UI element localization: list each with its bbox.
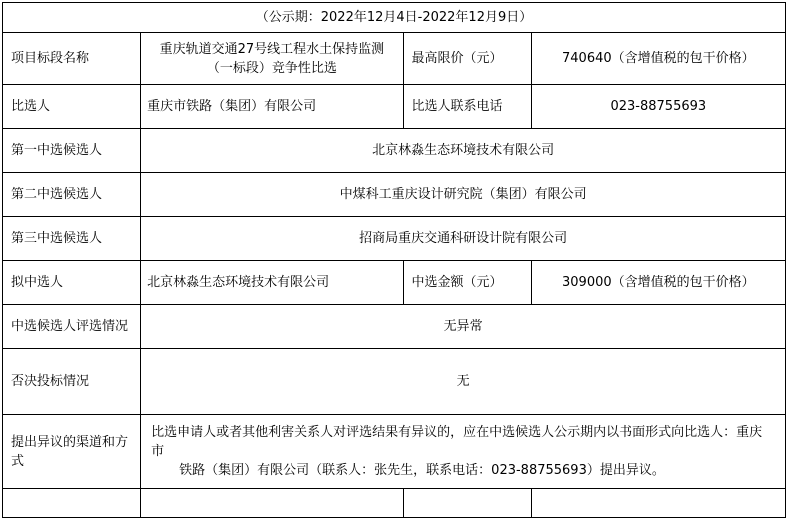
table-row [3,349,786,415]
max-price-label: 最高限价（元） [403,33,531,85]
table-row [3,305,786,349]
objection-line-2: 铁路（集团）有限公司（联系人：张先生，联系电话：023-88755693）提出异议。 [179,463,665,478]
table-row [3,129,786,173]
proposed-winner-label: 拟中选人 [3,261,141,305]
table-row [3,415,786,489]
bottom-cell-1 [3,489,141,518]
evaluation-status-label: 中选候选人评选情况 [3,305,141,349]
project-name-value: 重庆轨道交通27号线工程水土保持监测（一标段）竞争性比选 [141,33,403,85]
table-row [3,489,786,518]
second-candidate-value: 中煤科工重庆设计研究院（集团）有限公司 [141,173,786,217]
bottom-cell-3 [403,489,531,518]
objection-channel-label: 提出异议的渠道和方式 [3,415,141,489]
objection-channel-value [141,415,786,489]
second-candidate-label: 第二中选候选人 [3,173,141,217]
project-name-label: 项目标段名称 [3,33,141,85]
announcement-period: （公示期：2022年12月4日-2022年12月9日） [3,3,786,33]
selector-value: 重庆市铁路（集团）有限公司 [141,85,403,129]
first-candidate-label: 第一中选候选人 [3,129,141,173]
table-row [3,173,786,217]
table-row [3,85,786,129]
veto-status-label: 否决投标情况 [3,349,141,415]
veto-status-value: 无 [141,349,786,415]
max-price-value: 740640（含增值税的包干价格） [531,33,785,85]
award-amount-value: 309000（含增值税的包干价格） [531,261,785,305]
bottom-cell-2 [141,489,403,518]
third-candidate-value: 招商局重庆交通科研设计院有限公司 [141,217,786,261]
document-sheet [0,2,788,478]
third-candidate-label: 第三中选候选人 [3,217,141,261]
table-row [3,33,786,85]
objection-line-1: 比选申请人或者其他利害关系人对评选结果有异议的，应在中选候选人公示期内以书面形式向比选人：重庆市 [151,425,763,459]
contact-phone-label: 比选人联系电话 [403,85,531,129]
table-row [3,217,786,261]
award-amount-label: 中选金额（元） [403,261,531,305]
table-row [3,3,786,33]
contact-phone-value: 023-88755693 [531,85,785,129]
proposed-winner-value: 北京林淼生态环境技术有限公司 [141,261,403,305]
bottom-cell-4 [531,489,785,518]
selector-label: 比选人 [3,85,141,129]
first-candidate-value: 北京林淼生态环境技术有限公司 [141,129,786,173]
evaluation-status-value: 无异常 [141,305,786,349]
announcement-table [2,2,786,518]
table-row [3,261,786,305]
